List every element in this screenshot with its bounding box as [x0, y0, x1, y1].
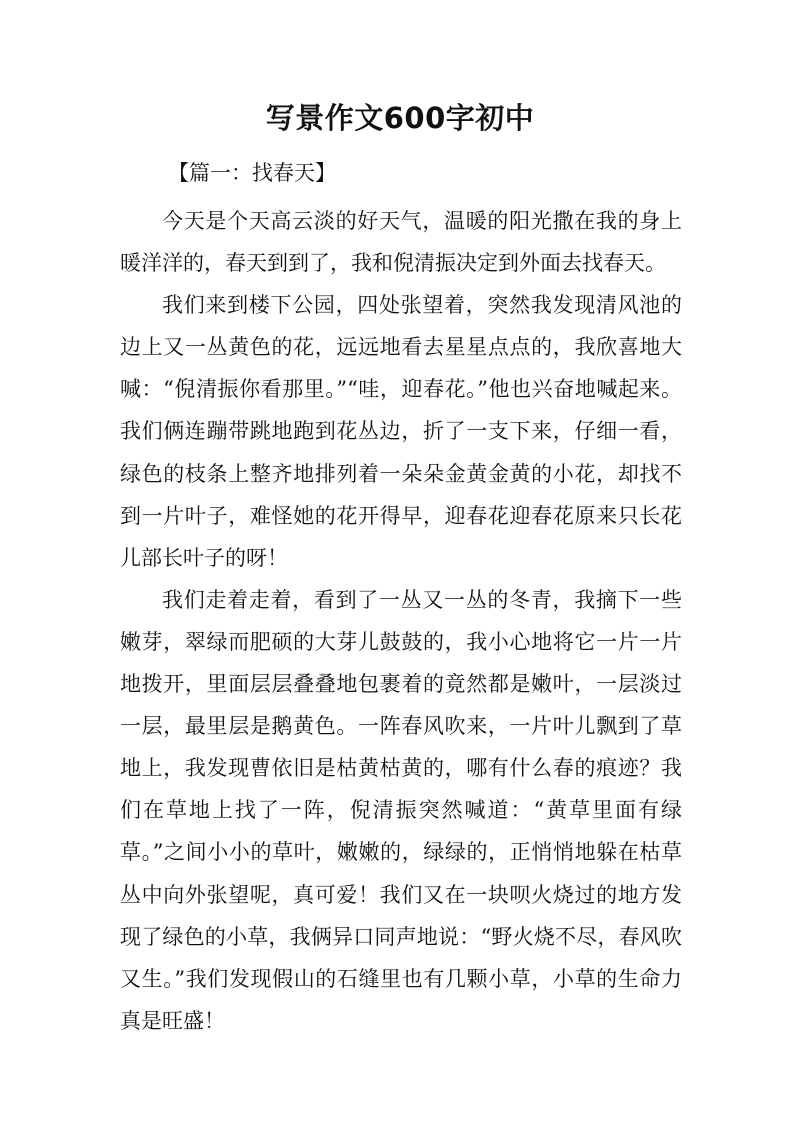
article-body	[120, 200, 682, 1042]
paragraph-1: 今天是个天高云淡的好天气，温暖的阳光撒在我的身上暖洋洋的，春天到到了，我和倪清振决定到外面去找春天。	[120, 209, 682, 276]
section-label: 【篇一：找春天】	[168, 161, 336, 185]
paragraph-3: 我们走着走着，看到了一丛又一丛的冬青，我摘下一些嫩芽，翠绿而肥硕的大芽儿鼓鼓的，我小心地将它一片一片地拨开，里面层层叠叠地包裹着的竟然都是嫩叶，一层淡过一层，最里层是鹅黄色。一阵春风吹来，一片叶儿飘到了草地上，我发现曹依旧是枯黄枯黄的，哪有什么春的痕迹？我们在草地上找了一阵，倪清振突然喊道：“黄草里面有绿草。”之间小小的草叶，嫩嫩的，绿绿的，正悄悄地躲在枯草丛中向外张望呢，真可爱！我们又在一块呗火烧过的地方发现了绿色的小草，我俩异口同声地说：“野火烧不尽，春风吹又生。”我们发现假山的石缝里也有几颗小草，小草的生命力真是旺盛！	[120, 587, 682, 1033]
document-title: 写景作文600字初中	[265, 101, 535, 135]
paragraph-2: 我们来到楼下公园，四处张望着，突然我发现清风池的边上又一丛黄色的花，远远地看去星星点点的，我欣喜地大喊：“倪清振你看那里。”“哇，迎春花。”他也兴奋地喊起来。我们俩连蹦带跳地跑到花丛边，折了一支下来，仔细一看，绿色的枝条上整齐地排列着一朵朵金黄金黄的小花，却找不到一片叶子，难怪她的花开得早，迎春花迎春花原来只长花儿部长叶子的呀！	[120, 293, 682, 570]
